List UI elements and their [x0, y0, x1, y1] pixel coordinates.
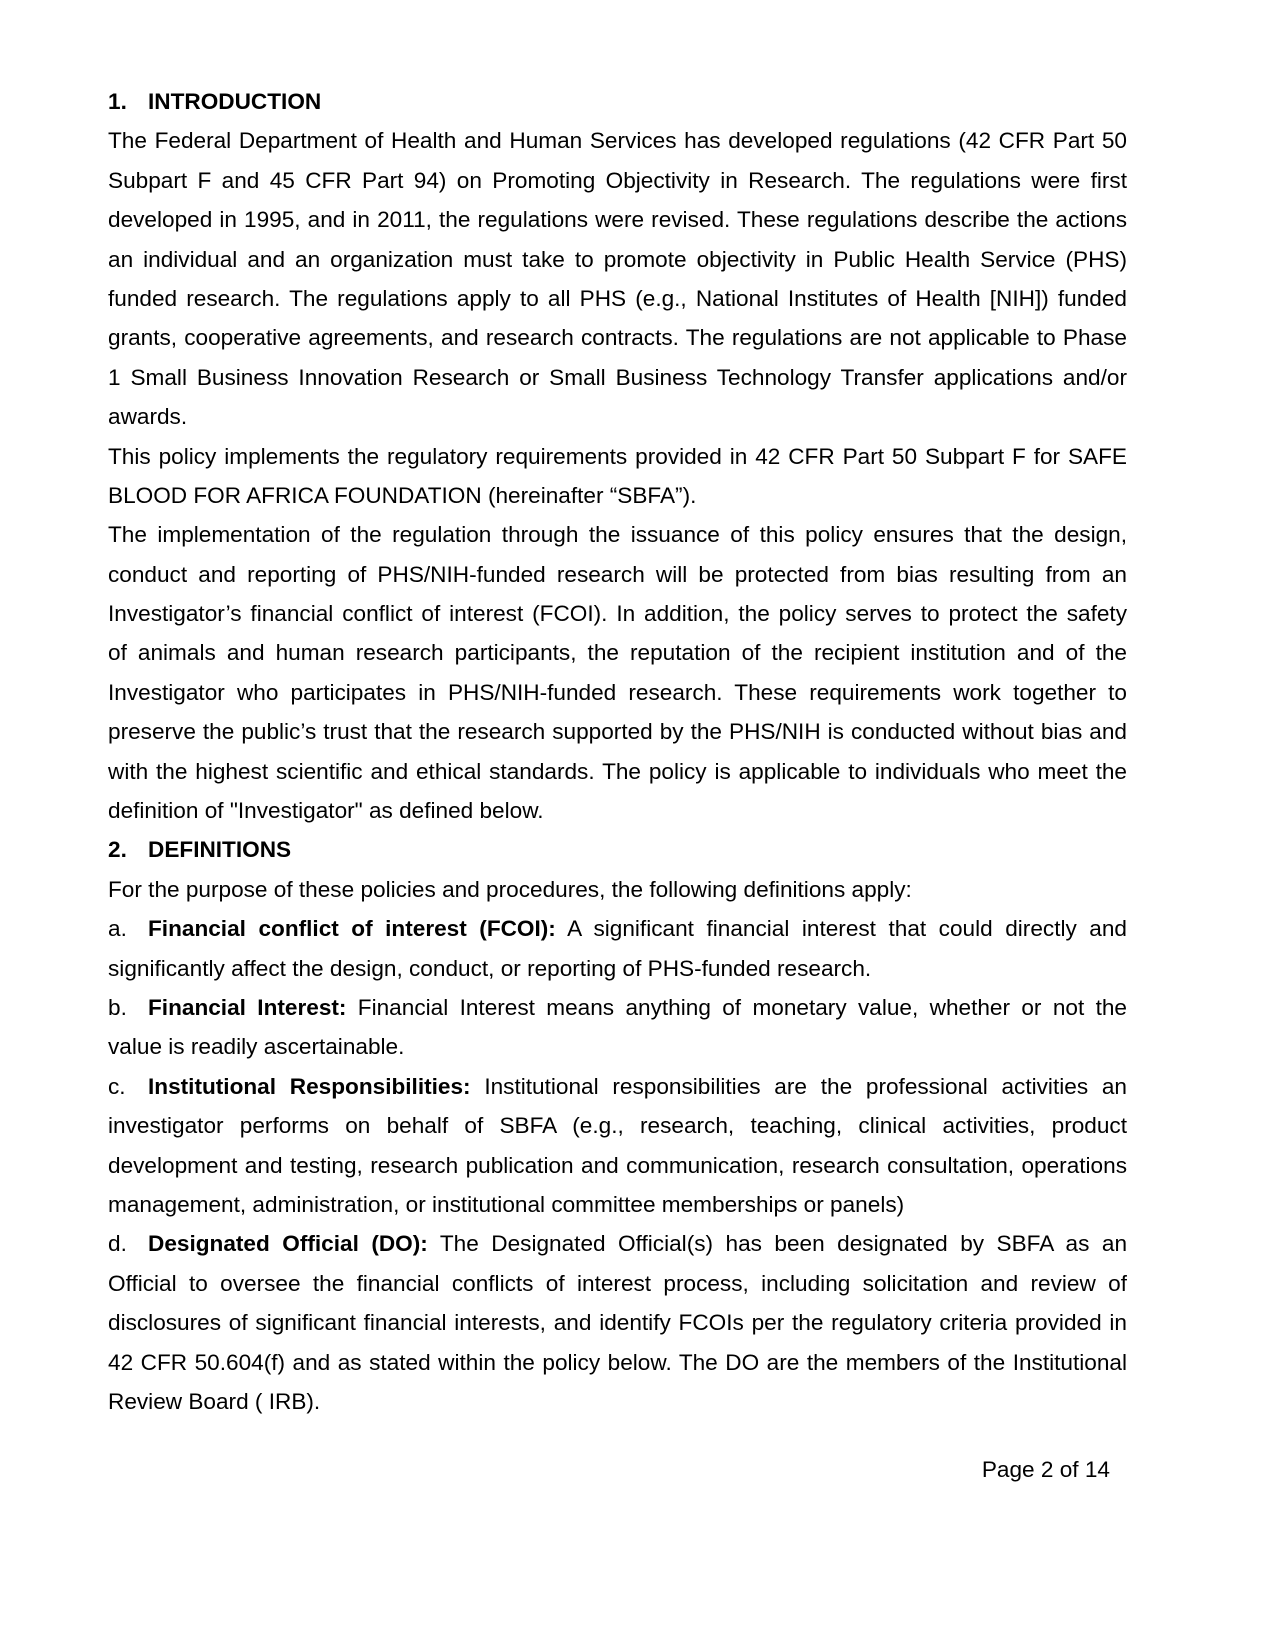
text-line: awards.	[108, 404, 188, 430]
text-line: Review Board ( IRB).	[108, 1388, 321, 1414]
definition-term: Financial Interest:	[148, 994, 347, 1020]
section-heading: 2. DEFINITIONS	[108, 830, 1127, 869]
definition-item-line: c. Institutional Responsibilities: Institutional responsibilities are the professional activities an	[108, 1067, 1127, 1106]
text-line: This policy implements the regulatory requirements provided in 42 CFR Part 50 Subpart F for SAFE	[108, 443, 1127, 469]
document-body	[108, 82, 1127, 1421]
text-line: disclosures of significant financial interests, and identify FCOIs per the regulatory criteria provided in	[108, 1310, 1127, 1336]
text-line: of animals and human research participants, the reputation of the recipient institution and of the	[108, 640, 1127, 666]
list-marker: c.	[108, 1073, 126, 1099]
list-marker: 2.	[108, 837, 127, 863]
definition-term: Institutional Responsibilities:	[148, 1073, 471, 1099]
definition-term: Financial conflict of interest (FCOI):	[148, 916, 556, 942]
text-line: The implementation of the regulation through the issuance of this policy ensures that the design,	[108, 522, 1127, 548]
text-line: BLOOD FOR AFRICA FOUNDATION (hereinafter “SBFA”).	[108, 482, 697, 508]
section-heading: 1. INTRODUCTION	[108, 82, 1127, 121]
text-line: Subpart F and 45 CFR Part 94) on Promoting Objectivity in Research. The regulations were first	[108, 167, 1127, 193]
list-marker: d.	[108, 1231, 127, 1257]
text-line: definition of "Investigator" as defined below.	[108, 798, 544, 824]
definition-item-line: d. Designated Official (DO): The Designated Official(s) has been designated by SBFA as an	[108, 1224, 1127, 1263]
text-line: Official to oversee the financial conflicts of interest process, including solicitation and review of	[108, 1270, 1127, 1296]
text-line: development and testing, research publication and communication, research consultation, operations	[108, 1152, 1127, 1178]
page-number: Page 2 of 14	[981, 1457, 1110, 1482]
definition-term: Designated Official (DO):	[148, 1231, 428, 1257]
text-line: preserve the public’s trust that the research supported by the PHS/NIH is conducted without bias and	[108, 719, 1127, 745]
list-marker: b.	[108, 994, 127, 1020]
text-line: conduct and reporting of PHS/NIH-funded research will be protected from bias resulting from an	[108, 561, 1127, 587]
text-line: funded research. The regulations apply to all PHS (e.g., National Institutes of Health [NIH]) funded	[108, 285, 1127, 311]
text-line: Investigator’s financial conflict of interest (FCOI). In addition, the policy serves to protect the safety	[108, 601, 1127, 627]
text-line: 42 CFR 50.604(f) and as stated within the policy below. The DO are the members of the Institutional	[108, 1349, 1127, 1375]
text-line: investigator performs on behalf of SBFA (e.g., research, teaching, clinical activities, product	[108, 1113, 1127, 1139]
text-line: an individual and an organization must take to promote objectivity in Public Health Service (PHS)	[108, 246, 1127, 272]
text-line: Investigator who participates in PHS/NIH-funded research. These requirements work together to	[108, 679, 1127, 705]
text-line: with the highest scientific and ethical standards. The policy is applicable to individuals who meet the	[108, 758, 1127, 784]
text-line: developed in 1995, and in 2011, the regulations were revised. These regulations describe the actions	[108, 207, 1127, 233]
text-line: The Federal Department of Health and Human Services has developed regulations (42 CFR Part 50	[108, 128, 1127, 154]
definition-item-line: a. Financial conflict of interest (FCOI): A significant financial interest that could directly and	[108, 909, 1127, 948]
list-marker: a.	[108, 916, 127, 942]
list-marker: 1.	[108, 89, 127, 114]
text-line: grants, cooperative agreements, and research contracts. The regulations are not applicable to Phase	[108, 325, 1127, 351]
text-line: For the purpose of these policies and procedures, the following definitions apply:	[108, 876, 912, 902]
text-line: management, administration, or institutional committee memberships or panels)	[108, 1191, 905, 1217]
text-line: significantly affect the design, conduct, or reporting of PHS-funded research.	[108, 955, 872, 981]
text-line: value is readily ascertainable.	[108, 1034, 405, 1060]
definition-item-line: b. Financial Interest: Financial Interest means anything of monetary value, whether or not the	[108, 988, 1127, 1027]
text-line: 1 Small Business Innovation Research or Small Business Technology Transfer applications and/or	[108, 364, 1127, 390]
